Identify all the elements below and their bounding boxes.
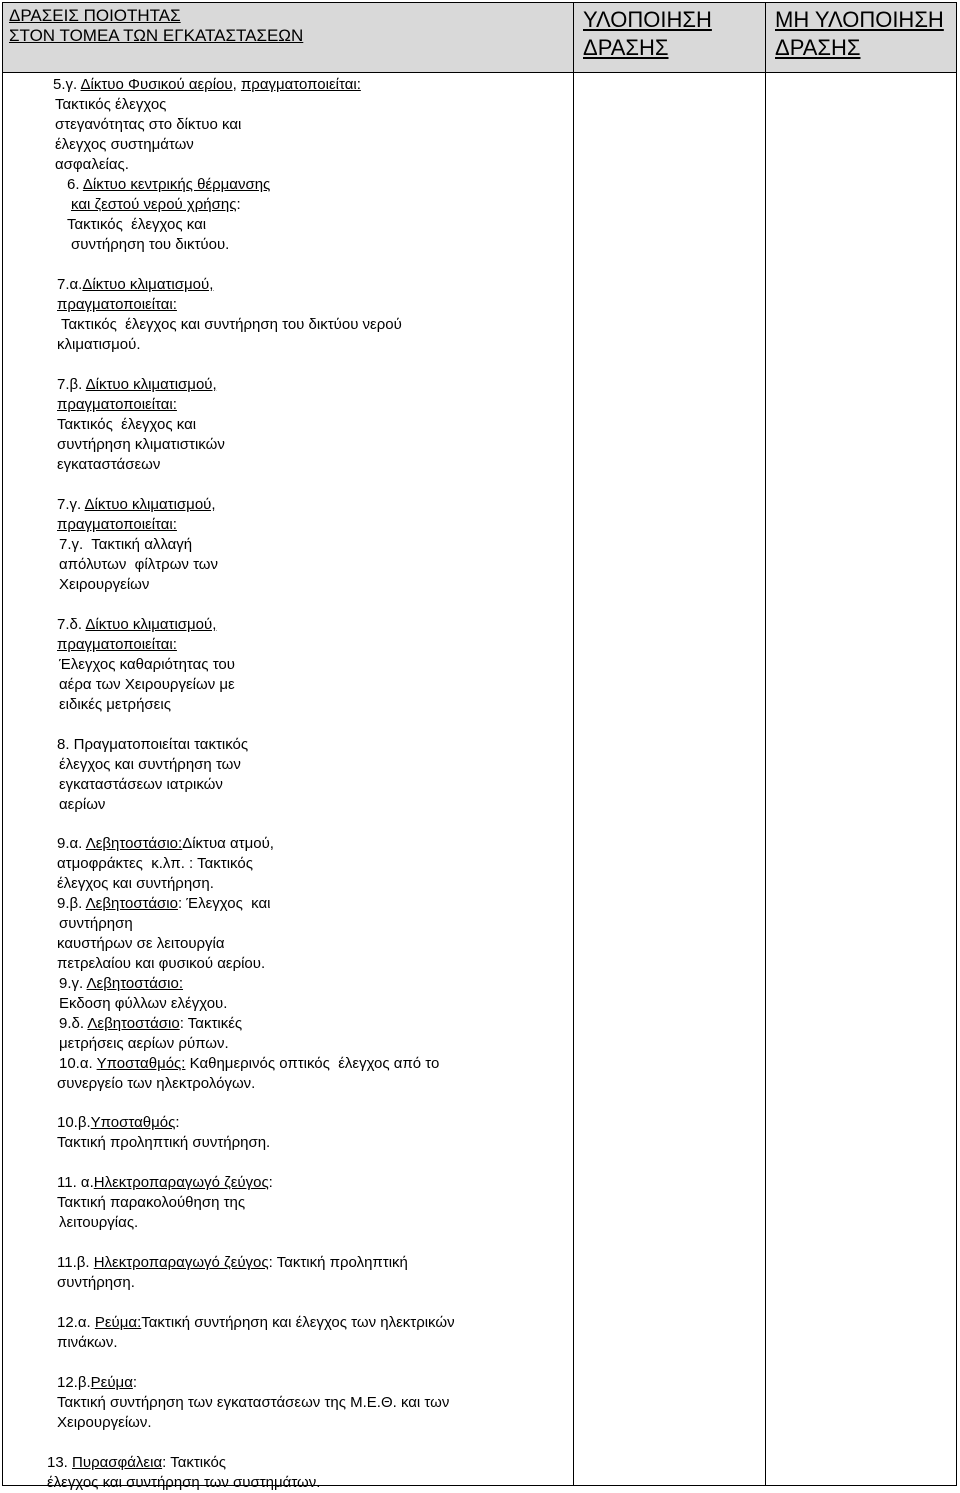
action-line: Τακτική προληπτική συντήρηση. [57,1134,271,1151]
action-line: 7.β. Δίκτυο κλιματισμού, [57,376,217,393]
action-line: συντήρηση του δικτύου. [71,236,230,253]
action-line: 13. Πυρασφάλεια: Τακτικός [47,1454,227,1471]
action-line: αερίων [59,796,106,813]
action-line: Τακτικός έλεγχος [55,96,167,113]
action-line: και ζεστού νερού χρήσης: [71,196,241,213]
column-divider-1 [573,3,574,1485]
header-implementation [583,6,712,74]
action-line: εγκαταστάσεων ιατρικών [59,776,223,793]
header-actions-line2: ΣΤΟΝ ΤΟΜΕΑ ΤΩΝ ΕΓΚΑΤΑΣΤΑΣΕΩΝ [9,26,304,45]
action-line: Τακτικός έλεγχος και [57,416,197,433]
action-line: έλεγχος και συντήρηση των [59,756,241,773]
action-line: πραγματοποιείται: [57,396,177,413]
action-line: συντήρηση. [57,1274,135,1291]
action-line: 7.γ. Δίκτυο κλιματισμού, [57,496,216,513]
action-line: έλεγχος και συντήρηση των συστημάτων. [47,1474,321,1491]
action-line: συντήρηση [59,915,133,932]
column-divider-2 [765,3,766,1485]
action-line: αέρα των Χειρουργείων με [59,676,235,693]
header-non-implementation [775,6,944,74]
action-line: Χειρουργείων. [57,1414,152,1431]
action-line: πινάκων. [57,1334,118,1351]
action-line: 10.α. Υποσταθμός: Καθημερινός οπτικός έλεγχος από το [59,1055,440,1072]
action-line: ατμοφράκτες κ.λπ. : Τακτικός [57,855,253,872]
header-actions-line1: ΔΡΑΣΕΙΣ ΠΟΙΟΤΗΤΑΣ [9,6,181,25]
action-line: 9.γ. Λεβητοστάσιο: [59,975,184,992]
table-header-row [3,3,956,73]
action-line: κλιματισμού. [57,336,141,353]
action-line: Τακτικός έλεγχος και [67,216,207,233]
action-line: 12.α. Ρεύμα:Τακτική συντήρηση και έλεγχος των ηλεκτρικών [57,1314,455,1331]
action-line: 7.γ. Τακτική αλλαγή [59,536,193,553]
action-line: 7.δ. Δίκτυο κλιματισμού, [57,616,217,633]
action-line: εγκαταστάσεων [57,456,161,473]
action-line: έλεγχος και συντήρηση. [57,875,214,892]
action-line: 11.β. Ηλεκτροπαραγωγό ζεύγος: Τακτική προληπτική [57,1254,408,1271]
action-line: 9.α. Λεβητοστάσιο:Δίκτυα ατμού, [57,835,274,852]
action-line: μετρήσεις αερίων ρύπων. [59,1035,229,1052]
header-quality-actions [9,6,303,74]
action-line: Τακτικός έλεγχος και συντήρηση του δικτύου νερού [61,316,402,333]
header-implementation-line1: ΥΛΟΠΟΙΗΣΗ [583,7,712,32]
action-line: Τακτική συντήρηση των εγκαταστάσεων της Μ.Ε.Θ. και των [57,1394,450,1411]
action-line: συντήρηση κλιματιστικών [57,436,225,453]
header-non-implementation-line2: ΔΡΑΣΗΣ [775,35,861,60]
action-line: 5.γ. Δίκτυο Φυσικού αερίου, πραγματοποιείται: [53,76,361,93]
action-line: Χειρουργείων [59,576,150,593]
action-line: καυστήρων σε λειτουργία [57,935,225,952]
action-line: απόλυτων φίλτρων των [59,556,219,573]
action-line: 11. α.Ηλεκτροπαραγωγό ζεύγος: [57,1174,273,1191]
action-line: πετρελαίου και φυσικού αερίου. [57,955,266,972]
action-line: 8. Πραγματοποιείται τακτικός [57,736,249,753]
action-line: 9.δ. Λεβητοστάσιο: Τακτικές [59,1015,243,1032]
header-implementation-line2: ΔΡΑΣΗΣ [583,35,669,60]
action-line: στεγανότητας στο δίκτυο και [55,116,242,133]
action-line: 6. Δίκτυο κεντρικής θέρμανσης [67,176,271,193]
action-line: ασφαλείας. [55,156,129,173]
action-line: 10.β.Υποσταθμός: [57,1114,180,1131]
action-line: 12.β.Ρεύμα: [57,1374,138,1391]
header-non-implementation-line1: ΜΗ ΥΛΟΠΟΙΗΣΗ [775,7,944,32]
action-line: Έλεγχος καθαριότητας του [59,656,235,673]
action-line: συνεργείο των ηλεκτρολόγων. [57,1075,256,1092]
action-line: πραγματοποιείται: [57,636,177,653]
action-line: πραγματοποιείται: [57,516,177,533]
action-line: λειτουργίας. [59,1214,139,1231]
quality-actions-table [2,2,957,1491]
action-line: πραγματοποιείται: [57,296,177,313]
action-line: Εκδοση φύλλων ελέγχου. [59,995,228,1012]
action-line: έλεγχος συστημάτων [55,136,194,153]
action-line: 7.α.Δίκτυο κλιματισμού, [57,276,214,293]
action-line: 9.β. Λεβητοστάσιο: Έλεγχος και [57,895,271,912]
action-line: ειδικές μετρήσεις [59,696,171,713]
action-line: Τακτική παρακολούθηση της [57,1194,246,1211]
